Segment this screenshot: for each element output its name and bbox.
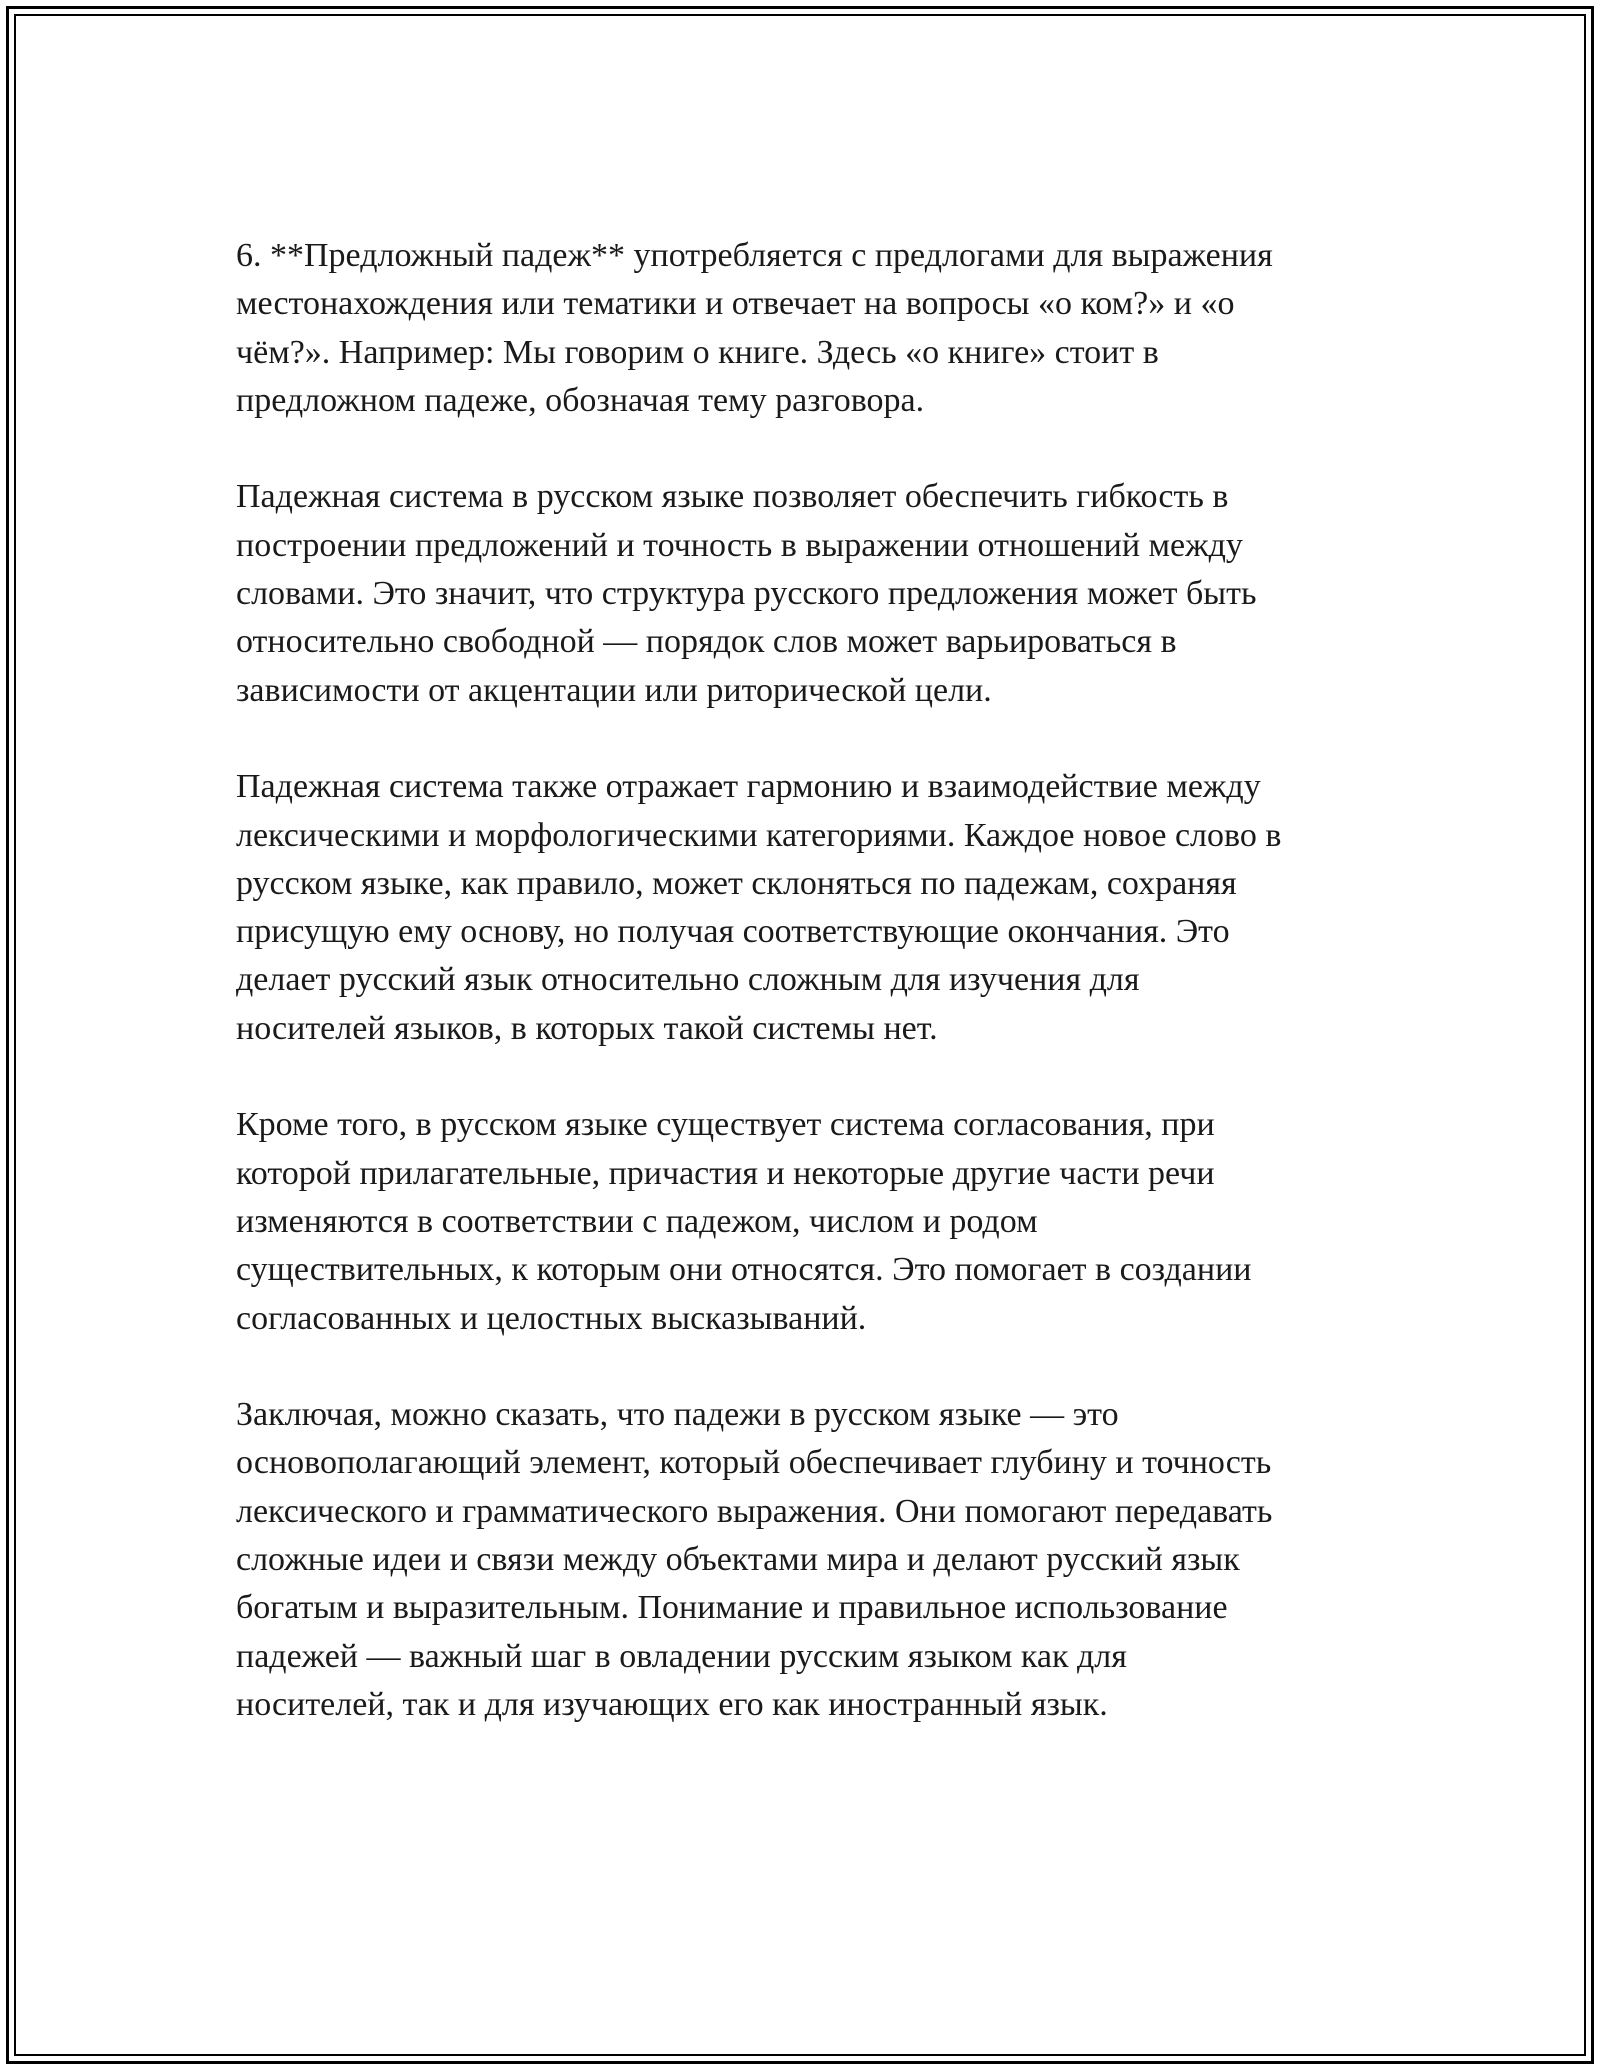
paragraph-case-system-harmony: Падежная система также отражает гармонию и взаимодействие между лексическими и морфологическими категориями. Каждое новое слово в русском языке, как правило, может склоняться по падежам, сохраняя присущую ему основу, но получая соответствующие окончания. Это делает русский язык относительно сложным для изучения для носителей языков, в которых такой системы нет. — [236, 768, 1282, 1047]
paragraph-conclusion: Заключая, можно сказать, что падежи в русском языке — это основополагающий элемент, который обеспечивает глубину и точность лексического и грамматического выражения. Они помогают передавать сложные идеи и связи между объектами мира и делают русский язык богатым и выразительным. Понимание и правильное использование падежей — важный шаг в овладении русским языком как для носителей, так и для изучающих его как иностранный язык. — [236, 1396, 1273, 1723]
paragraph-case-system-flexibility: Падежная система в русском языке позволяет обеспечить гибкость в построении предложений и точность в выражении отношений между словами. Это значит, что структура русского предложения может быть относительно свободной — порядок слов может варьироваться в зависимости от акцентации или риторической цели. — [236, 478, 1257, 709]
paragraph-agreement-system: Кроме того, в русском языке существует система согласования, при которой прилагательные, причастия и некоторые другие части речи изменяются в соответствии с падежом, числом и родом существительных, к которым они относятся. Это помогает в создании согласованных и целостных высказываний. — [236, 1106, 1252, 1337]
paragraph-prepositional-case: 6. **Предложный падеж** употребляется с предлогами для выражения местонахождения или тематики и отвечает на вопросы «о ком?» и «о чём?». Например: Мы говорим о книге. Здесь «о книге» стоит в предложном падеже, обозначая тему разговора. — [236, 237, 1273, 419]
document-body — [236, 232, 1386, 1729]
